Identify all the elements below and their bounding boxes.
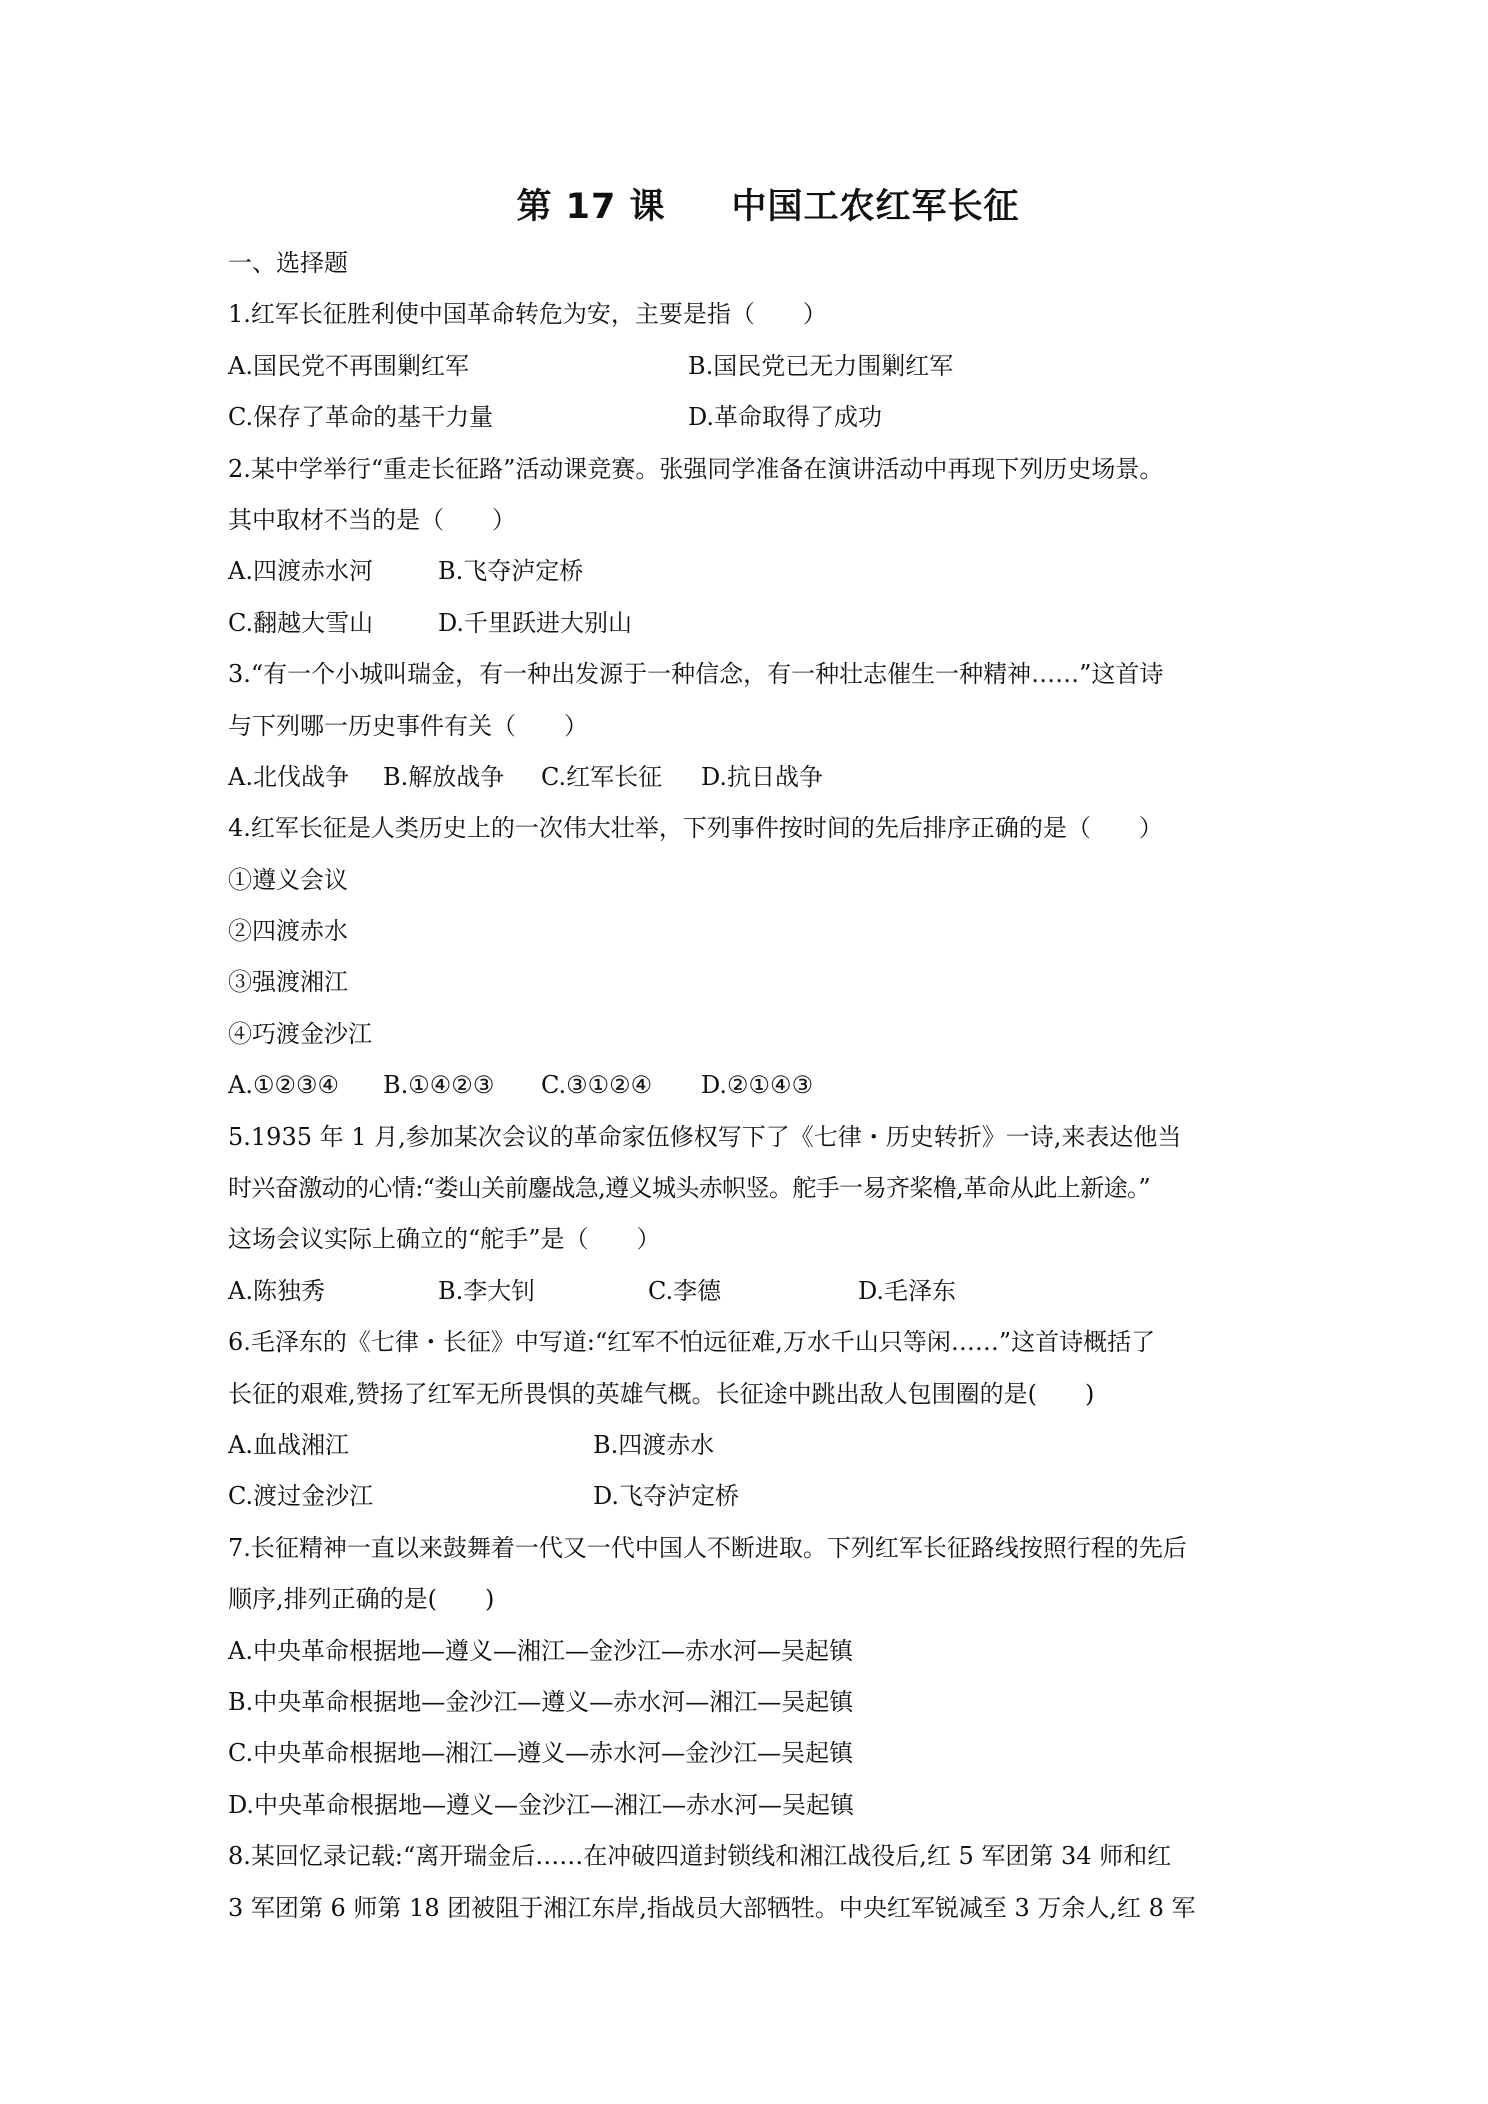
question-4-option-a: A.①②③④ <box>228 1071 340 1100</box>
question-5-option-b: B.李大钊 <box>438 1276 536 1305</box>
question-3-stem-line-2: 与下列哪一历史事件有关（ ） <box>228 711 588 740</box>
question-1-option-a: A.国民党不再围剿红军 <box>228 351 469 380</box>
question-1-option-d: D.革命取得了成功 <box>688 403 883 432</box>
question-4-option-b: B.①④②③ <box>383 1071 495 1100</box>
question-7-option-b: B.中央革命根据地—金沙江—遵义—赤水河—湘江—吴起镇 <box>228 1687 854 1716</box>
question-7-stem-line-2: 顺序,排列正确的是( ) <box>228 1585 495 1614</box>
question-7-stem-line-1: 7.长征精神一直以来鼓舞着一代又一代中国人不断进取。下列红军长征路线按照行程的先后 <box>228 1533 1187 1562</box>
question-5-option-d: D.毛泽东 <box>858 1276 957 1305</box>
question-2-option-b: B.飞夺泸定桥 <box>438 557 584 586</box>
question-4-item-4: ④巧渡金沙江 <box>228 1019 372 1048</box>
page-title: 第 17 课 中国工农红军长征 <box>516 187 1020 227</box>
question-4-stem: 4.红军长征是人类历史上的一次伟大壮举，下列事件按时间的先后排序正确的是（ ） <box>228 814 1163 843</box>
question-1-option-b: B.国民党已无力围剿红军 <box>688 351 954 380</box>
question-8-stem-line-1: 8.某回忆录记载:“离开瑞金后……在冲破四道封锁线和湘江战役后,红 5 军团第 34 师和红 <box>228 1842 1172 1871</box>
question-1-option-c: C.保存了革命的基干力量 <box>228 403 494 432</box>
question-6-option-a: A.血战湘江 <box>228 1430 349 1459</box>
question-6-stem-line-1: 6.毛泽东的《七律・长征》中写道:“红军不怕远征难,万水千山只等闲……”这首诗概括了 <box>228 1328 1156 1357</box>
question-2-options-row-2 <box>228 598 1268 649</box>
question-3-option-c: C.红军长征 <box>541 762 663 791</box>
question-5-option-c: C.李德 <box>648 1276 722 1305</box>
question-1-options-row-1 <box>228 341 1268 392</box>
question-2-stem-line-1: 2.某中学举行“重走长征路”活动课竞赛。张强同学准备在演讲活动中再现下列历史场景。 <box>228 454 1164 483</box>
question-3-option-a: A.北伐战争 <box>228 762 349 791</box>
section-heading: 一、选择题 <box>228 249 348 277</box>
question-7-option-d: D.中央革命根据地—遵义—金沙江—湘江—赤水河—吴起镇 <box>228 1790 855 1819</box>
question-2-options-row-1 <box>228 546 1268 597</box>
question-4-item-3: ③强渡湘江 <box>228 968 348 997</box>
question-6-option-b: B.四渡赤水 <box>593 1430 715 1459</box>
question-2-option-a: A.四渡赤水河 <box>228 557 373 586</box>
question-4-option-d: D.②①④③ <box>701 1071 814 1100</box>
question-4-item-2: ②四渡赤水 <box>228 917 348 946</box>
question-6-options-row-1 <box>228 1420 1268 1471</box>
question-2-stem-line-2: 其中取材不当的是（ ） <box>228 505 516 534</box>
question-7-option-a: A.中央革命根据地—遵义—湘江—金沙江—赤水河—吴起镇 <box>228 1636 853 1665</box>
question-4-option-c: C.③①②④ <box>541 1071 653 1100</box>
question-3-option-d: D.抗日战争 <box>701 762 824 791</box>
question-3-options <box>228 752 1268 803</box>
question-4-item-1: ①遵义会议 <box>228 865 348 894</box>
question-8-stem-line-2: 3 军团第 6 师第 18 团被阻于湘江东岸,指战员大部牺牲。中央红军锐减至 3 万余人,红 8 军 <box>228 1893 1196 1922</box>
question-4-options <box>228 1060 1268 1111</box>
question-5-options <box>228 1266 1268 1317</box>
question-5-stem-line-2: 时兴奋激动的心情:“娄山关前鏖战急,遵义城头赤帜竖。舵手一易齐桨橹,革命从此上新途。” <box>228 1174 1151 1203</box>
question-6-option-d: D.飞夺泸定桥 <box>593 1482 740 1511</box>
question-6-option-c: C.渡过金沙江 <box>228 1482 374 1511</box>
question-2-option-c: C.翻越大雪山 <box>228 608 374 637</box>
question-5-stem-line-1: 5.1935 年 1 月,参加某次会议的革命家伍修权写下了《七律・历史转折》一诗,来表达他当 <box>228 1122 1182 1151</box>
question-6-stem-line-2: 长征的艰难,赞扬了红军无所畏惧的英雄气概。长征途中跳出敌人包围圈的是( ) <box>228 1379 1095 1408</box>
question-7-option-c: C.中央革命根据地—湘江—遵义—赤水河—金沙江—吴起镇 <box>228 1739 854 1768</box>
question-3-stem-line-1: 3.“有一个小城叫瑞金，有一种出发源于一种信念，有一种壮志催生一种精神……”这首诗 <box>228 660 1164 689</box>
question-2-option-d: D.千里跃进大别山 <box>438 608 633 637</box>
question-5-stem-line-3: 这场会议实际上确立的“舵手”是（ ） <box>228 1225 661 1254</box>
question-5-option-a: A.陈独秀 <box>228 1276 325 1305</box>
question-6-options-row-2 <box>228 1471 1268 1522</box>
question-1-stem: 1.红军长征胜利使中国革命转危为安，主要是指（ ） <box>228 300 827 329</box>
question-1-options-row-2 <box>228 392 1268 443</box>
question-3-option-b: B.解放战争 <box>383 762 505 791</box>
